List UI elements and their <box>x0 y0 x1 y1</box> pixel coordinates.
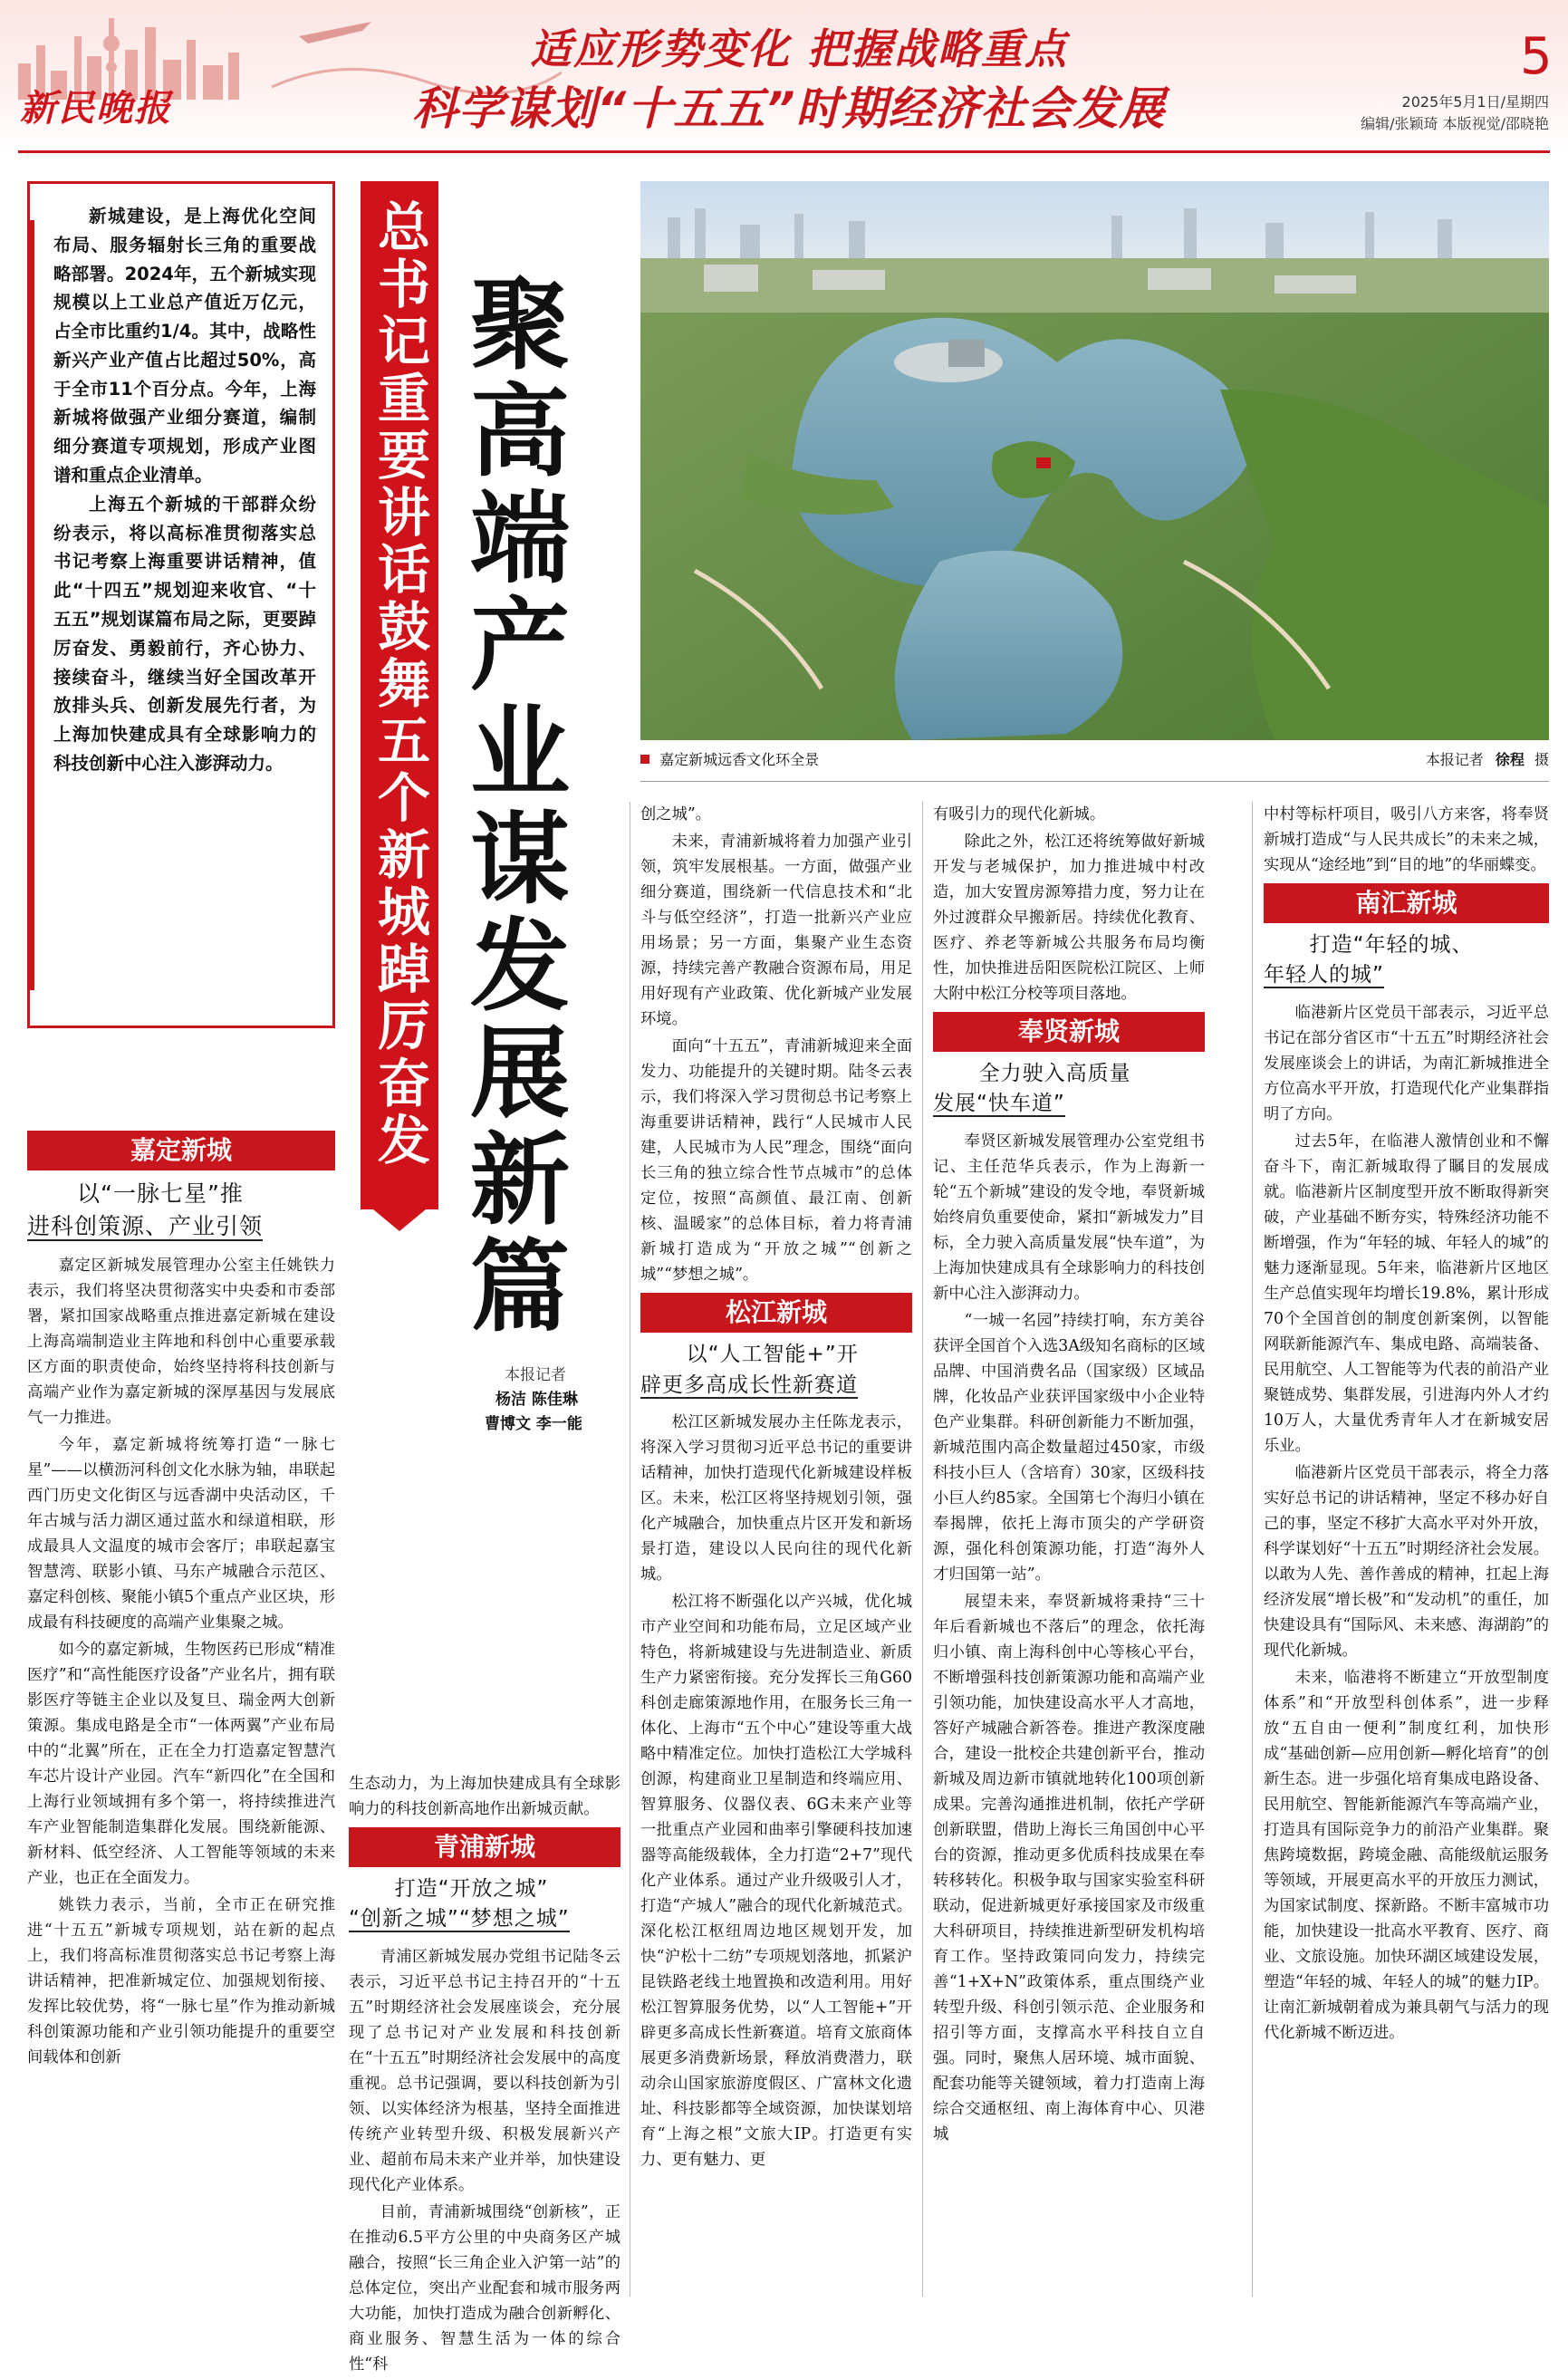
credit-label: 本报记者 <box>1425 751 1484 768</box>
byline-names: 杨洁 陈佳琳 <box>495 1391 578 1409</box>
lake-park-image <box>640 181 1549 740</box>
jiading-paragraph: 如今的嘉定新城，生物医药已形成“精准医疗”和“高性能医疗设备”产业名片，拥有联影医疗等链主企业以及复旦、瑞金两大创新策源。集成电路是全市“一体两翼”产业布局中的“北翼”所在，正在全力打造嘉定智慧汽车芯片设计产业园。汽车“新四化”在全国和上海行业领域拥有多个第一，将持续推进汽车产业智能制造集群化发展。围绕新能源、新材料、低空经济、人工智能等领域的未来产业，也正在全面发力。 <box>27 1640 335 1887</box>
qingpu-paragraph: 面向“十五五”，青浦新城迎来全面发力、功能提升的关键时期。陆冬云表示，我们将深入学习贯彻总书记考察上海重要讲话精神，践行“人民城市人民建，人民城市为人民”理念，围绕“面向长三角的独立综合性节点城市”的总体定位，按照“高颜值、最江南、创新核、温暖家”的总体目标，着力将青浦新城打造成为“开放之城”“创新之城”“梦想之城”。 <box>640 1037 912 1285</box>
banner-text: 总书记重要讲话鼓舞五个新城踔厉奋发 <box>369 199 430 1170</box>
column-4 <box>933 802 1205 2149</box>
qingpu-continued: 创之城”。 <box>640 805 711 824</box>
intro-paragraph: 新城建设，是上海优化空间布局、服务辐射长三角的重要战略部署。2024年，五个新城实现规模以上工业总产值近万亿元，占全市比重约1/4。其中，战略性新兴产业产值占比超过50%，高于全市11个百分点。今年，上海新城将做强产业细分赛道，编制细分赛道专项规划，形成产业图谱和重点企业清单。 <box>53 206 316 486</box>
songjiang-continued: 有吸引力的现代化新城。 <box>933 805 1106 824</box>
songjiang-subtitle: 以“人工智能+”开 辟更多高成长性新赛道 <box>640 1343 859 1397</box>
nanhui-paragraph: 过去5年，在临港人激情创业和不懈奋斗下，南汇新城取得了瞩目的发展成就。临港新片区制度型开放不断取得新突破，产业基础不断夯实，特殊经济功能不断增强，作为“年轻的城、年轻人的城”的魅力逐渐显现。5年来，临港新片区地区生产总值实现年均增长19.8%，累计形成70个全国首创的制度创新案例，以智能网联新能源汽车、集成电路、高端装备、民用航空、人工智能等为代表的前沿产业聚链成势、集群发展，引进海内外人才约10万人，大量优秀青年人才在新城安居乐业。 <box>1264 1132 1549 1455</box>
photo-caption-bar <box>640 748 1549 777</box>
jiading-title: 嘉定新城 <box>27 1131 335 1170</box>
intro-box <box>27 181 335 1028</box>
jiading-continued: 生态动力，为上海加快建成具有全球影响力的科技创新高地作出新城贡献。 <box>349 1775 620 1819</box>
fengxian-paragraph: 奉贤区新城发展管理办公室党组书记、主任范华兵表示，作为上海新一轮“五个新城”建设的发令地，奉贤新城始终肩负重要使命，紧扣“新城发力”目标，全力驶入高质量发展“快车道”，为上海加快建成具有全球影响力的科技创新中心注入澎湃动力。 <box>933 1132 1205 1303</box>
songjiang-paragraph: 松江将不断强化以产兴城，优化城市产业空间和功能布局，立足区域产业特色，将新城建设与先进制造业、新质生产力紧密衔接。充分发挥长三角G60科创走廊策源地作用，在服务长三角一体化、上海市“五个中心”建设等重大战略中精准定位。加快打造松江大学城科创源，构建商业卫星制造和终端应用、智算服务、仪器仪表、6G未来产业等一批重点产业园和曲率引擎硬科技加速器等高能级载体，全力打造“2+7”现代化产业体系。通过产业升级吸引人才，打造“产城人”融合的现代化新城范式。深化松江枢纽周边地区规划开发，加快“沪松十二纺”专项规划落地，抓紧沪昆铁路老线土地置换和改造利用。用好松江智算服务优势，以“人工智能+”开辟更多高成长性新赛道。培育文旅商体展更多消费新场景，释放消费潜力，联动佘山国家旅游度假区、广富林文化遗址、科技影都等全域资源，加快谋划培育“上海之根”文旅大IP。打造更有实力、更有魅力、更 <box>640 1593 912 2170</box>
column-3 <box>640 802 912 2174</box>
photo-rule <box>640 781 1549 782</box>
column-5 <box>1264 802 1549 2047</box>
qingpu-title: 青浦新城 <box>349 1827 620 1867</box>
byline-names: 曹博文 李一能 <box>485 1415 582 1433</box>
vertical-banner <box>361 181 438 1209</box>
slogan-line1: 适应形势变化 把握战略重点 <box>530 24 1069 73</box>
issue-date: 2025年5月1日/星期四 <box>1401 93 1549 111</box>
fengxian-paragraph: “一城一名园”持续打响，东方美谷获评全国首个入选3A级知名商标的区域品牌、中国消费名品（国家级）区域品牌，化妆品产业获评国家级中小企业特色产业集群。科研创新能力不断加强，新城范围内高企数量超过450家，市级科技小巨人（含培育）30家，区级科技小巨人约85家。全国第七个海归小镇在奉揭牌，依托上海市顶尖的产学研资源，强化科创策源功能，打造“海外人才归国第一站”。 <box>933 1311 1205 1584</box>
masthead-logo: 新民晚报 <box>20 88 172 130</box>
fengxian-subtitle: 全力驶入高质量 发展“快车道” <box>933 1062 1131 1116</box>
credit-suffix: 摄 <box>1534 751 1549 768</box>
caption-square-icon <box>640 755 649 764</box>
nanhui-subtitle: 打造“年轻的城、 年轻人的城” <box>1264 933 1474 987</box>
nanhui-paragraph: 临港新片区党员干部表示，将全力落实好总书记的讲话精神，坚定不移办好自己的事，坚定不移扩大高水平对外开放，科学谋划好“十五五”时期经济社会发展。以敢为人先、善作善成的精神，扛起上海经济发展“增长极”和“发动机”的重任，加快建设具有“国际风、未来感、海湖韵”的现代化新城。 <box>1264 1464 1549 1661</box>
jiading-paragraph: 今年，嘉定新城将统筹打造“一脉七星”——以横沥河科创文化水脉为轴，串联起西门历史文化街区与远香湖中央活动区，千年古城与活力湖区通过蓝水和绿道相联，形成最具人文温度的城市会客厅；串联起嘉宝智慧湾、联影小镇、马东产城融合示范区、嘉定科创核、聚能小镇5个重点产业区块，形成最有科技硬度的高端产业集聚之城。 <box>27 1435 335 1632</box>
nanhui-paragraph: 未来，临港将不断建立“开放型制度体系”和“开放型科创体系”，进一步释放“五自由一便利”制度红利，加快形成“基础创新—应用创新—孵化培育”的创新生态。进一步强化培育集成电路设备、民用航空、智能新能源汽车等高端产业，打造具有国际竞争力的前沿产业集群。聚焦跨境数据，跨境金融、高能级航运服务等领域，开展更高水平的开放压力测试，为国家试制度、探新路。不断丰富城市功能，加快建设一批高水平教育、医疗、商业、文旅设施。加快环湖区域建设发展，塑造“年轻的城、年轻人的城”的魅力IP。让南汇新城朝着成为兼具朝气与活力的现代化新城不断迈进。 <box>1264 1669 1549 2043</box>
page-number: 5 <box>1520 27 1553 86</box>
nanhui-title: 南汇新城 <box>1264 883 1549 923</box>
jiading-subtitle: 以“一脉七星”推 进科创策源、产业引领 <box>27 1180 264 1240</box>
editors-line: 编辑/张颖琦 本版视觉/邵晓艳 <box>1361 115 1549 132</box>
column-2 <box>349 1771 620 2379</box>
intro-paragraph: 上海五个新城的干部群众纷纷表示，将以高标准贯彻落实总书记考察上海重要讲话精神，值此“十四五”规划迎来收官、“十五五”规划谋篇布局之际，更要踔厉奋发、勇毅前行，齐心协力、接续奋斗，继续当好全国改革开放排头兵、创新发展先行者，为上海加快建成具有全球影响力的科技创新中心注入澎湃动力。 <box>53 493 316 774</box>
jiading-section <box>27 1131 335 2072</box>
byline-label: 本报记者 <box>505 1366 566 1384</box>
photo-caption: 嘉定新城远香文化环全景 <box>659 751 820 768</box>
jiading-paragraph: 嘉定区新城发展管理办公室主任姚铁力表示，我们将坚决贯彻落实中央委和市委部署，紧扣国家战略重点推进嘉定新城在建设上海高端制造业主阵地和科创中心重要承载区方面的职责使命，始终坚持将科技创新与高端产业作为嘉定新城的深厚基因与发展底气一力推进。 <box>27 1256 335 1427</box>
fengxian-paragraph: 展望未来，奉贤新城将秉持“三十年后看新城也不落后”的理念，依托海归小镇、南上海科创中心等核心平台，不断增强科技创新策源功能和高端产业引领功能，加快建设高水平人才高地，答好产城融合新答卷。推进产教深度融合，建设一批校企共建创新平台，推动新城及周边新市镇就地转化100项创新成果。完善沟通推进机制，依托产学研创新联盟，借助上海长三角国创中心平台的资源，推动更多优质科技成果在奉转移转化。积极争取与国家实验室科研联动，促进新城更好承接国家及市级重大科研项目，持续推进新型研发机构培育工作。坚持政策同向发力，持续完善“1+X+N”政策体系，重点围绕产业转型升级、科创引领示范、企业服务和招引等方面，支撑高水平科技自立自强。同时，聚焦人居环境、城市面貌、配套功能等关键领域，着力打造南上海综合交通枢纽、南上海体育中心、贝港城 <box>933 1593 1205 2144</box>
qingpu-paragraph: 未来，青浦新城将着力加强产业引领，筑牢发展根基。一方面，做强产业细分赛道，围绕新一代信息技术和“北斗与低空经济”，打造一批新兴产业应用场景；另一方面，集聚产业生态资源，持续完善产教融合资源布局，用足用好现有产业政策、优化新城产业发展环境。 <box>640 833 912 1029</box>
masthead-rule <box>18 150 1550 153</box>
songjiang-title: 松江新城 <box>640 1293 912 1333</box>
byline <box>485 1363 582 1437</box>
nanhui-paragraph: 临港新片区党员干部表示，习近平总书记在部分省区市“十五五”时期经济社会发展座谈会上的讲话，为南汇新城推进全方位高水平开放，打造现代化产业集群指明了方向。 <box>1264 1003 1549 1123</box>
qingpu-subtitle: 打造“开放之城” “创新之城”“梦想之城” <box>349 1877 570 1931</box>
credit-name: 徐程 <box>1495 751 1525 768</box>
songjiang-paragraph: 除此之外，松江还将统筹做好新城开发与老城保护，加力推进城中村改造，加大安置房源筹措力度，努力让在外过渡群众早搬新居。持续优化教育、医疗、养老等新城公共服务布局均衡性，加快推进岳阳医院松江院区、上师大附中松江分校等项目落地。 <box>933 833 1205 1004</box>
qingpu-paragraph: 青浦区新城发展办党组书记陆冬云表示，习近平总书记主持召开的“十五五”时期经济社会发展座谈会，充分展现了总书记对产业发展和科技创新在“十五五”时期经济社会发展中的高度重视。总书记强调，要以科技创新为引领、以实体经济为根基，坚持全面推进传统产业转型升级、积极发展新兴产业、超前布局未来产业并举，加快建设现代化产业体系。 <box>349 1947 620 2194</box>
slogan-line2: 科学谋划“十五五”时期经济社会发展 <box>412 82 1166 135</box>
column-divider <box>922 802 923 2297</box>
column-divider <box>1252 802 1253 2297</box>
fengxian-continued: 中村等标杆项目，吸引八方来客，将奉贤新城打造成“与人民共成长”的未来之城，实现从“途经地”到“目的地”的华丽蝶变。 <box>1264 805 1549 875</box>
qingpu-paragraph: 目前，青浦新城围绕“创新核”，正在推动6.5平方公里的中央商务区产城融合，按照“长三角企业入沪第一站”的总体定位，突出产业配套和城市服务两大功能，加快打造成为融合创新孵化、商业服务、智慧生活为一体的综合性“科 <box>349 2202 620 2374</box>
jiading-paragraph: 姚铁力表示，当前，全市正在研究推进“十五五”新城专项规划，站在新的起点上，我们将高标准贯彻落实总书记考察上海讲话精神，把准新城定位、加强规划衔接、发挥比较优势，将“一脉七星”作为推动新城科创策源功能和产业引领功能提升的重要空间载体和创新 <box>27 1895 335 2066</box>
masthead <box>0 0 1568 154</box>
headline: 聚高端产业谋发展新篇 <box>454 272 571 1341</box>
fengxian-title: 奉贤新城 <box>933 1012 1205 1052</box>
songjiang-paragraph: 松江区新城发展办主任陈龙表示，将深入学习贯彻习近平总书记的重要讲话精神，加快打造现代化新城建设样板区。未来，松江区将坚持规划引领，强化产城融合，加快重点片区开发和新场景打造，建设以人民向往的现代化新城。 <box>640 1412 912 1584</box>
lead-photo <box>640 181 1549 740</box>
